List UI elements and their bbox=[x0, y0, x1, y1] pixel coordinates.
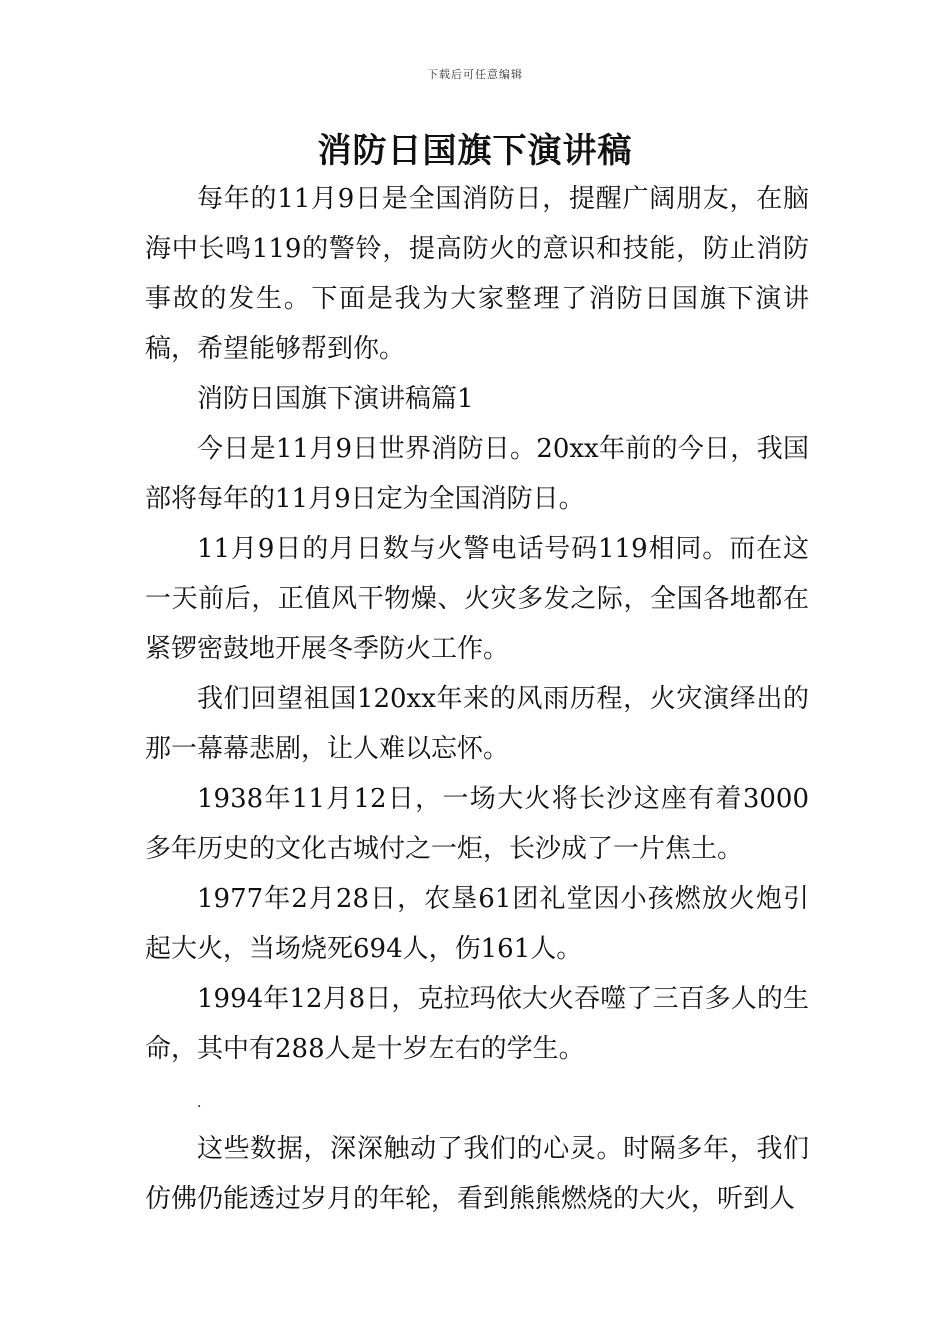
paragraph: 1994年12月8日，克拉玛依大火吞噬了三百多人的生命，其中有288人是十岁左右的学生。 bbox=[145, 984, 809, 1064]
document-body bbox=[145, 174, 809, 1224]
paragraph: 这些数据，深深触动了我们的心灵。时隔多年，我们仿佛仍能透过岁月的年轮，看到熊熊燃烧的大火，听到人 bbox=[145, 1134, 809, 1214]
section-heading: 消防日国旗下演讲稿篇1 bbox=[197, 384, 474, 414]
paragraph: 今日是11月9日世界消防日。20xx年前的今日，我国部将每年的11月9日定为全国消防日。 bbox=[145, 434, 809, 514]
paragraph: 我们回望祖国120xx年来的风雨历程，火灾演绎出的那一幕幕悲剧，让人难以忘怀。 bbox=[145, 684, 809, 764]
paragraph: 1977年2月28日，农垦61团礼堂因小孩燃放火炮引起大火，当场烧死694人，伤161人。 bbox=[145, 884, 809, 964]
paragraph: 11月9日的月日数与火警电话号码119相同。而在这一天前后，正值风干物燥、火灾多发之际，全国各地都在紧锣密鼓地开展冬季防火工作。 bbox=[145, 534, 809, 664]
paragraph: 1938年11月12日，一场大火将长沙这座有着3000多年历史的文化古城付之一炬，长沙成了一片焦土。 bbox=[145, 784, 809, 864]
stray-dot: . bbox=[197, 1095, 202, 1111]
paragraph-intro: 每年的11月9日是全国消防日，提醒广阔朋友，在脑海中长鸣119的警铃，提高防火的意识和技能，防止消防事故的发生。下面是我为大家整理了消防日国旗下演讲稿，希望能够帮到你。 bbox=[145, 184, 809, 364]
header-note: 下载后可任意编辑 bbox=[427, 68, 523, 81]
document-title: 消防日国旗下演讲稿 bbox=[317, 131, 633, 171]
